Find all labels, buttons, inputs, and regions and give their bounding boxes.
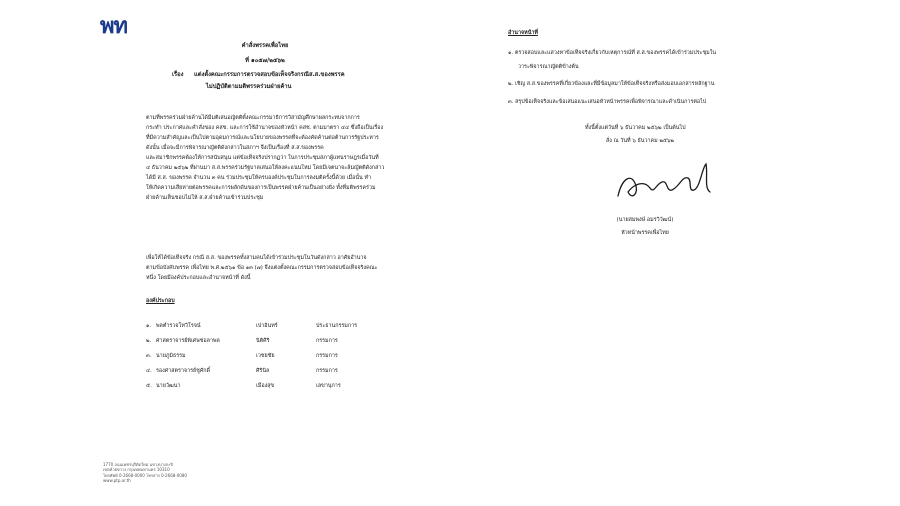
member-name: รองศาสตราจารย์ชูศักดิ์ [156, 368, 211, 374]
signer-title: หัวหน้าพรรคเพื่อไทย [621, 230, 669, 236]
signature [610, 158, 720, 208]
member-role: ประธานกรรมการ [316, 323, 358, 329]
paragraph-line: เพื่อให้ได้ข้อเท็จจริง กรณี ส.ส. ของพรรคทั้งสามคนได้เข้าร่วมประชุมในวันดังกล่าว อาศัยอำนาจ [146, 255, 367, 261]
paragraph-line: ให้เกิดความเสียหายต่อพรรคและการผลักดันของการเป็นพรรคฝ่ายค้านเป็นอย่างยิ่ง ทั้งที่มติพรรคร่วม [146, 185, 376, 191]
member-number: ๒. [146, 338, 152, 344]
paragraph-line: ตามข้อบังคับพรรค เพื่อไทย พ.ศ.๒๕๖๑ ข้อ ๑๓ (๗) จึงแต่งตั้งคณะกรรมการตรวจสอบข้อเท็จจริงคณะ [146, 265, 378, 271]
duty-item: ๓. สรุปข้อเท็จจริงและข้อเสนอแนะเสนอหัวหน้าพรรคเพื่อพิจารณาและดำเนินการต่อไป [508, 99, 707, 105]
member-surname: ศิรินิล [256, 368, 270, 374]
member-surname: เปาอินทร์ [256, 323, 278, 329]
paragraph-line: ดังนั้น เมื่อจะมีการพิจารณาญัตติดังกล่าวในสภาฯ จึงเป็นเรื่องที่ ส.ส.ของพรรค [146, 145, 324, 151]
member-role: กรรมการ [316, 338, 338, 344]
paragraph-line: ได้มี ส.ส. ของพรรค จำนวน ๓ คน ร่วมประชุมให้ครบองค์ประชุมในการลงมติครั้งนี้ด้วย เมื่อนั้น ทำ [146, 175, 372, 181]
subject-line-2: ไม่ปฏิบัติตามมติพรรคร่วมฝ่ายค้าน [206, 84, 292, 90]
document-number: ที่ ๑๐๕๗/๒๕๖๒ [245, 58, 285, 64]
footer-address [103, 462, 187, 484]
document-title: คำสั่งพรรคเพื่อไทย [241, 43, 289, 49]
order-date: สั่ง ณ วันที่ ๖ ธันวาคม ๒๕๖๒ [606, 138, 674, 144]
members-heading: องค์ประกอบ [146, 298, 175, 304]
duty-item-continued: วาระพิจารณาญัตติข้างต้น [518, 64, 579, 70]
member-role: กรรมการ [316, 368, 338, 374]
footer-line: 1770 ถนนเพชรบุรีตัดใหม่ แขวงบางกะปิ [103, 462, 173, 467]
member-name: ศาสตราจารย์พิเศษช่อลาพล [156, 338, 220, 344]
member-number: ๑. [146, 323, 152, 329]
footer-line: เขตห้วยขวาง กรุงเทพมหานคร 10310 [103, 467, 170, 473]
paragraph-line: ตามที่พรรคร่วมฝ่ายค้านได้มีมติเสนอญัตติตั้งคณะกรรมาธิการวิสามัญศึกษาผลกระทบจากการ [146, 115, 360, 121]
signer-name: (นายสมพงษ์ อมรวิวัฒน์) [616, 217, 674, 223]
paragraph-line: ฝ่ายค้านเห็นชอบไม่ให้ ส.ส.ฝ่ายค้านเข้าร่วมประชุม [146, 195, 264, 201]
subject-label: เรื่อง [172, 72, 184, 78]
member-name: พลตำรวจโทวิโรจน์ [156, 323, 201, 329]
paragraph-line: และสมาชิกพรรคต้องให้การสนับสนุน แต่ข้อเท็จจริงปรากฏว่า ในการประชุมสภาผู้แทนราษฎรเมื่อวันที่ [146, 155, 379, 161]
party-logo: พท [100, 14, 128, 39]
member-role: กรรมการ [316, 353, 338, 359]
duties-heading: อำนาจหน้าที่ [508, 30, 538, 36]
paragraph-line: ๔ ธันวาคม ๒๕๖๒ ที่ผ่านมา ส.ส.พรรคร่วมรัฐบาลเสนอให้ลงคะแนนใหม่ โดยมีเจตนาจะล้มญัตติดังกล่าว [146, 165, 385, 171]
member-surname: เมืองสุข [256, 383, 275, 389]
member-name: นายวัฒนา [156, 383, 181, 389]
duty-item: ๑. ตรวจสอบและแสวงหาข้อเท็จจริงเกี่ยวกับเหตุการณ์ที่ ส.ส.ของพรรคได้เข้าร่วมประชุมใน [508, 50, 717, 56]
paragraph-1 [146, 113, 384, 203]
member-number: ๓. [146, 353, 152, 359]
member-number: ๔. [146, 368, 152, 374]
footer-line: โทรศัพท์ 0-2668-0000 โทรสาร 0-2668-0080 [103, 472, 187, 478]
paragraph-line: หนึ่ง โดยมีองค์ประกอบและอำนาจหน้าที่ ดังนี้ [146, 275, 251, 281]
duty-item: ๒. เชิญ ส.ส.ของพรรคที่เกี่ยวข้องและที่มีข้อมูลมาให้ข้อเท็จจริงหรือส่งมอบเอกสารหลักฐาน [508, 81, 715, 87]
effective-date: ทั้งนี้ตั้งแต่วันที่ ๖ ธันวาคม ๒๕๖๒ เป็นต้นไป [585, 125, 686, 131]
member-surname: นิติศิริ [256, 338, 270, 344]
member-number: ๕. [146, 383, 152, 389]
paragraph-line: ที่มีความสำคัญและเป็นไปตามอุดมการณ์และนโยบายของพรรคที่จะต้องคัดค้านต่อต้านการรัฐประหาร [146, 135, 379, 141]
member-role: เลขานุการ [316, 383, 341, 389]
paragraph-2 [146, 253, 378, 283]
subject-line-1: แต่งตั้งคณะกรรมการตรวจสอบข้อเท็จจริงกรณีส.ส.ของพรรค [194, 72, 345, 78]
footer-line: www.ptp.or.th [103, 478, 131, 484]
member-name: นายภูมิธรรม [156, 353, 186, 359]
member-surname: เวชยชัย [256, 353, 275, 359]
paragraph-line: กระทำ ประกาศและคำสั่งของ คสช. และการใช้อำนาจของหัวหน้า คสช. ตามมาตรา ๔๔ ซึ่งถือเป็นเรื่อง [146, 125, 384, 131]
